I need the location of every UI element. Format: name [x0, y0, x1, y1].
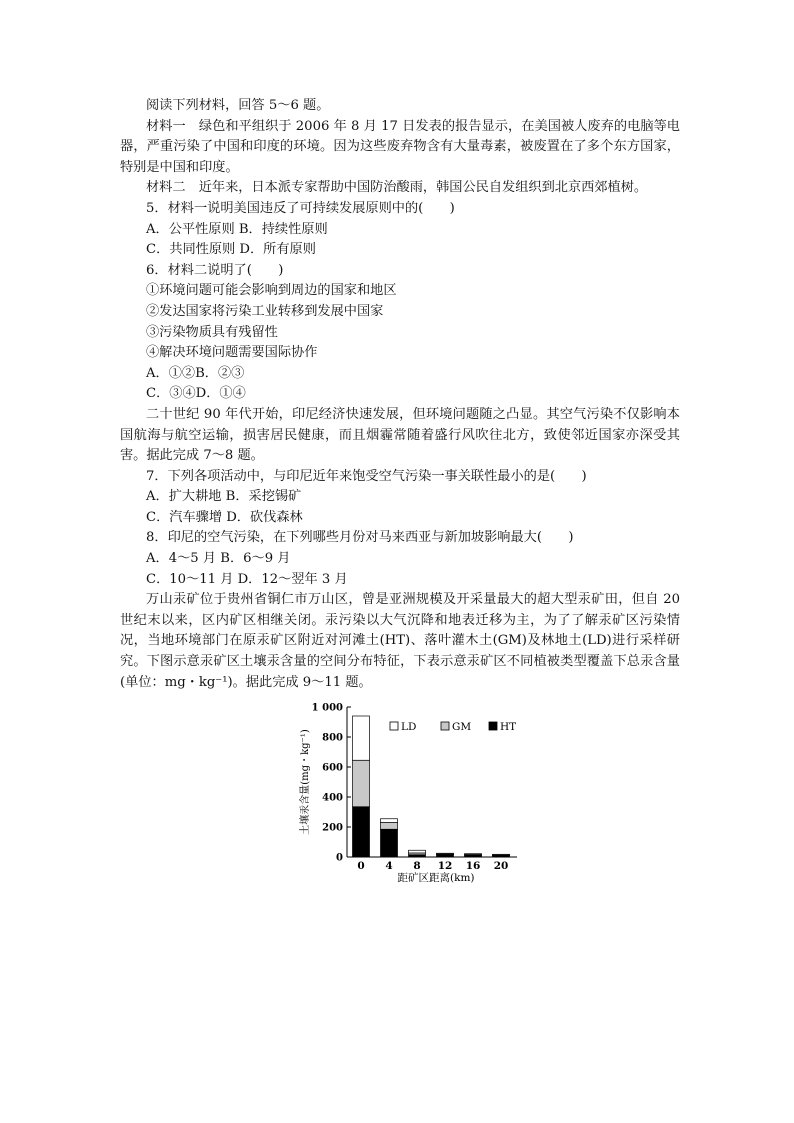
legend-label-ht: HT: [500, 721, 517, 733]
passage-mercury-mine: 万山汞矿位于贵州省铜仁市万山区，曾是亚洲规模及开采量最大的超大型汞矿田，但自 20 世纪末以来，区内矿区相继关闭。汞污染以大气沉降和地表迁移为主，为了了解汞矿区污染情况，当地环境部门在原汞矿区附近对河滩土(HT)、落叶灌木土(GM)及林地土(LD)进行采样研究。下图示意汞矿区土壤汞含量的空间分布特征，下表示意汞矿区不同植被类型覆盖下总汞含量(单位：mg・kg⁻¹)。据此完成 9～11 题。: [120, 592, 680, 690]
y-tick-label: 200: [322, 822, 343, 834]
x-tick-label: 8: [413, 860, 421, 872]
option-8-ab: A．4～5 月 B．6～9 月: [146, 551, 291, 567]
legend-label-ld: LD: [401, 721, 417, 733]
option-5-ab: A．公平性原则 B．持续性原则: [146, 221, 328, 237]
x-tick-label: 0: [357, 860, 365, 872]
option-6-cd: C．③④D．①④: [146, 386, 246, 402]
statement-1: ①环境问题可能会影响到周边的国家和地区: [146, 283, 397, 299]
bar-ld-20: [493, 854, 510, 855]
question-document: [120, 96, 680, 693]
option-8-cd: C．10～11 月 D．12～翌年 3 月: [146, 571, 348, 587]
y-tick-label: 800: [322, 732, 343, 744]
bar-ld-12: [437, 853, 454, 854]
statement-4: ④解决环境问题需要国际协作: [146, 345, 318, 361]
y-tick-label: 400: [322, 792, 343, 804]
material-one: 材料一 绿色和平组织于 2006 年 8 月 17 日发表的报告显示，在美国被人废弃的电脑等电器，严重污染了中国和印度的环境。因为这些废弃物含有大量毒素，被废置在了多个东方国家，特别是中国和印度。: [120, 118, 680, 175]
question-5: 5．材料一说明美国违反了可持续发展原则中的( ): [146, 200, 455, 216]
x-tick-label: 4: [385, 860, 393, 872]
option-7-cd: C．汽车骤增 D．砍伐森林: [146, 509, 303, 525]
material-two: 材料二 近年来，日本派专家帮助中国防治酸雨，韩国公民自发组织到北京西郊植树。: [146, 180, 648, 196]
x-axis-label: 距矿区距离(km): [397, 872, 475, 884]
instruction-5-6: 阅读下列材料，回答 5～6 题。: [146, 98, 330, 113]
option-6-ab: A．①②B．②③: [146, 365, 245, 381]
bar-ld-16: [465, 854, 482, 855]
statement-3: ③污染物质具有残留性: [146, 324, 278, 340]
bar-ld-0: [353, 716, 370, 760]
bar-gm-4: [381, 823, 398, 830]
bar-ld-4: [381, 819, 398, 823]
statement-2: ②发达国家将污染工业转移到发展中国家: [146, 303, 384, 319]
bar-ld-8: [409, 850, 426, 853]
bar-ht-4: [381, 829, 398, 857]
question-8: 8．印尼的空气污染，在下列哪些月份对马来西亚与新加坡影响最大( ): [146, 530, 574, 546]
y-axis-label: 土壤汞含量(mg・kg⁻¹): [300, 729, 311, 835]
option-7-ab: A．扩大耕地 B．采挖锡矿: [146, 489, 302, 505]
stacked-bar-chart: [290, 700, 530, 890]
question-6: 6．材料二说明了( ): [146, 262, 284, 278]
x-tick-label: 12: [437, 860, 453, 872]
legend-label-gm: GM: [452, 721, 472, 733]
y-tick-label: 1 000: [311, 702, 343, 714]
mercury-chart: [290, 700, 530, 890]
y-tick-label: 0: [336, 852, 343, 864]
legend-swatch-ld: [390, 722, 398, 730]
legend-swatch-gm: [441, 722, 449, 730]
option-5-cd: C．共同性原则 D．所有原则: [146, 242, 316, 258]
question-7: 7．下列各项活动中，与印尼近年来饱受空气污染一事关联性最小的是( ): [146, 468, 587, 484]
bar-gm-0: [353, 760, 370, 807]
x-tick-label: 16: [465, 860, 481, 872]
legend-swatch-ht: [489, 722, 497, 730]
x-tick-label: 20: [493, 860, 509, 872]
y-tick-label: 600: [322, 762, 343, 774]
passage-indonesia: 二十世纪 90 年代开始，印尼经济快速发展，但环境问题随之凸显。其空气污染不仅影响本国航海与航空运输，损害居民健康，而且烟霾常随着盛行风吹往北方，致使邻近国家亦深受其害。据此完成 7～8 题。: [120, 406, 680, 464]
bar-ht-0: [353, 807, 370, 857]
